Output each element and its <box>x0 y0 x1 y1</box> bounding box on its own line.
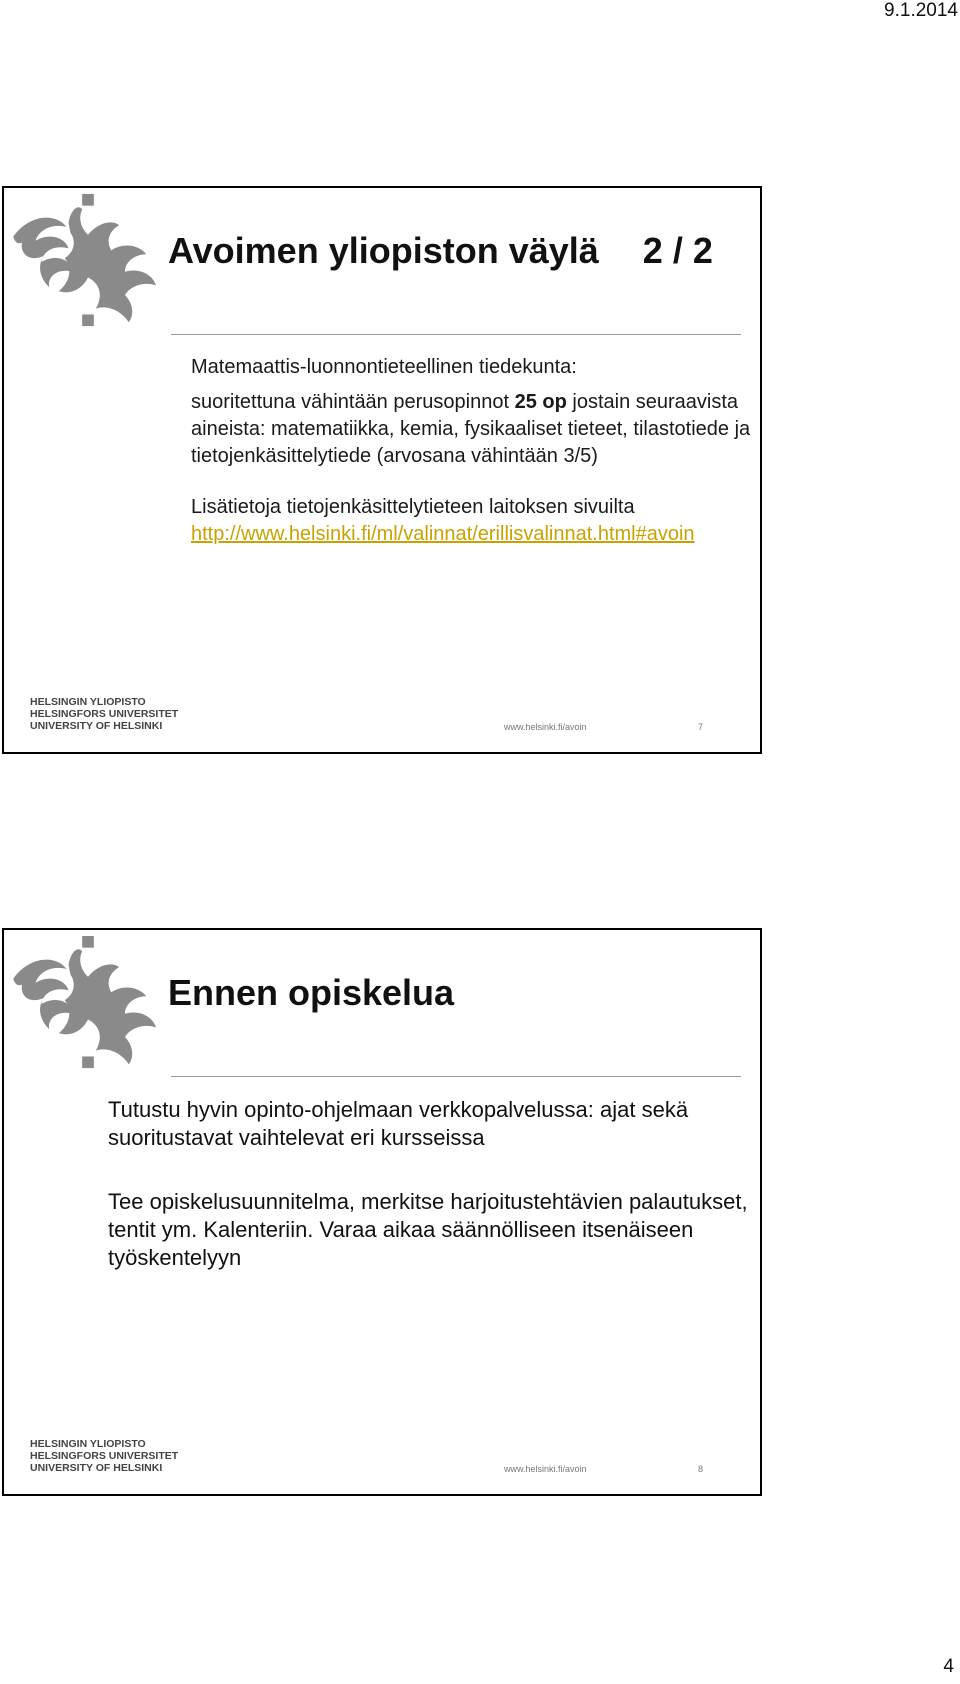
slide-8 <box>2 928 762 1496</box>
requirement-paragraph <box>191 389 751 470</box>
paragraph-study-plan: Tee opiskelusuunnitelma, merkitse harjoitustehtävien palautukset, tentit ym. Kalenteriin. Varaa aikaa säännölliseen itsenäiseen työskentelyyn <box>108 1189 748 1270</box>
slide-body <box>108 1096 758 1308</box>
brand-line-fi: HELSINGIN YLIOPISTO <box>30 1438 146 1450</box>
title-count: 2 / 2 <box>642 230 713 271</box>
faculty-heading: Matemaattis-luonnontieteellinen tiedekunta: <box>191 356 577 378</box>
footer-brand <box>30 1438 178 1474</box>
brand-line-en: UNIVERSITY OF HELSINKI <box>30 720 163 732</box>
brand-line-sv: HELSINGFORS UNIVERSITET <box>30 708 179 720</box>
footer-brand <box>30 696 178 732</box>
slide-number: 8 <box>698 1464 704 1474</box>
brand-line-sv: HELSINGFORS UNIVERSITET <box>30 1450 179 1462</box>
slide-7 <box>2 186 762 754</box>
page-date: 9.1.2014 <box>884 0 958 21</box>
title-text: Avoimen yliopiston väylä <box>168 230 599 271</box>
page-number: 4 <box>943 1656 954 1677</box>
brand-line-en: UNIVERSITY OF HELSINKI <box>30 1462 163 1474</box>
brand-line-fi: HELSINGIN YLIOPISTO <box>30 696 146 708</box>
slide-title: Ennen opiskelua <box>168 972 455 1013</box>
university-logo-icon <box>10 936 166 1072</box>
paragraph-study-program: Tutustu hyvin opinto-ohjelmaan verkkopalvelussa: ajat sekä suoritustavat vaihtelevat eri kursseissa <box>108 1097 689 1150</box>
requirement-text-end: jostain seuraavista aineista: matematiikka, kemia, fysikaaliset tieteet, tilastotiede ja tietojenkäsittelytiede (arvosana vähintään 3/5) <box>191 391 751 467</box>
title-divider <box>171 1076 741 1077</box>
slide-body <box>191 354 751 548</box>
more-info-text: Lisätietoja tietojenkäsittelytieteen laitoksen sivuilta <box>191 496 635 518</box>
requirement-text-start: suoritettuna vähintään perusopinnot <box>191 391 515 413</box>
footer-url: www.helsinki.fi/avoin <box>504 1464 587 1474</box>
slide-number: 7 <box>698 722 704 732</box>
title-divider <box>171 334 741 335</box>
credits-amount: 25 op <box>514 391 567 413</box>
info-link[interactable]: http://www.helsinki.fi/ml/valinnat/erillisvalinnat.html#avoin <box>191 523 695 545</box>
footer-url: www.helsinki.fi/avoin <box>504 722 587 732</box>
slide-title <box>168 230 713 272</box>
university-logo-icon <box>10 194 166 330</box>
